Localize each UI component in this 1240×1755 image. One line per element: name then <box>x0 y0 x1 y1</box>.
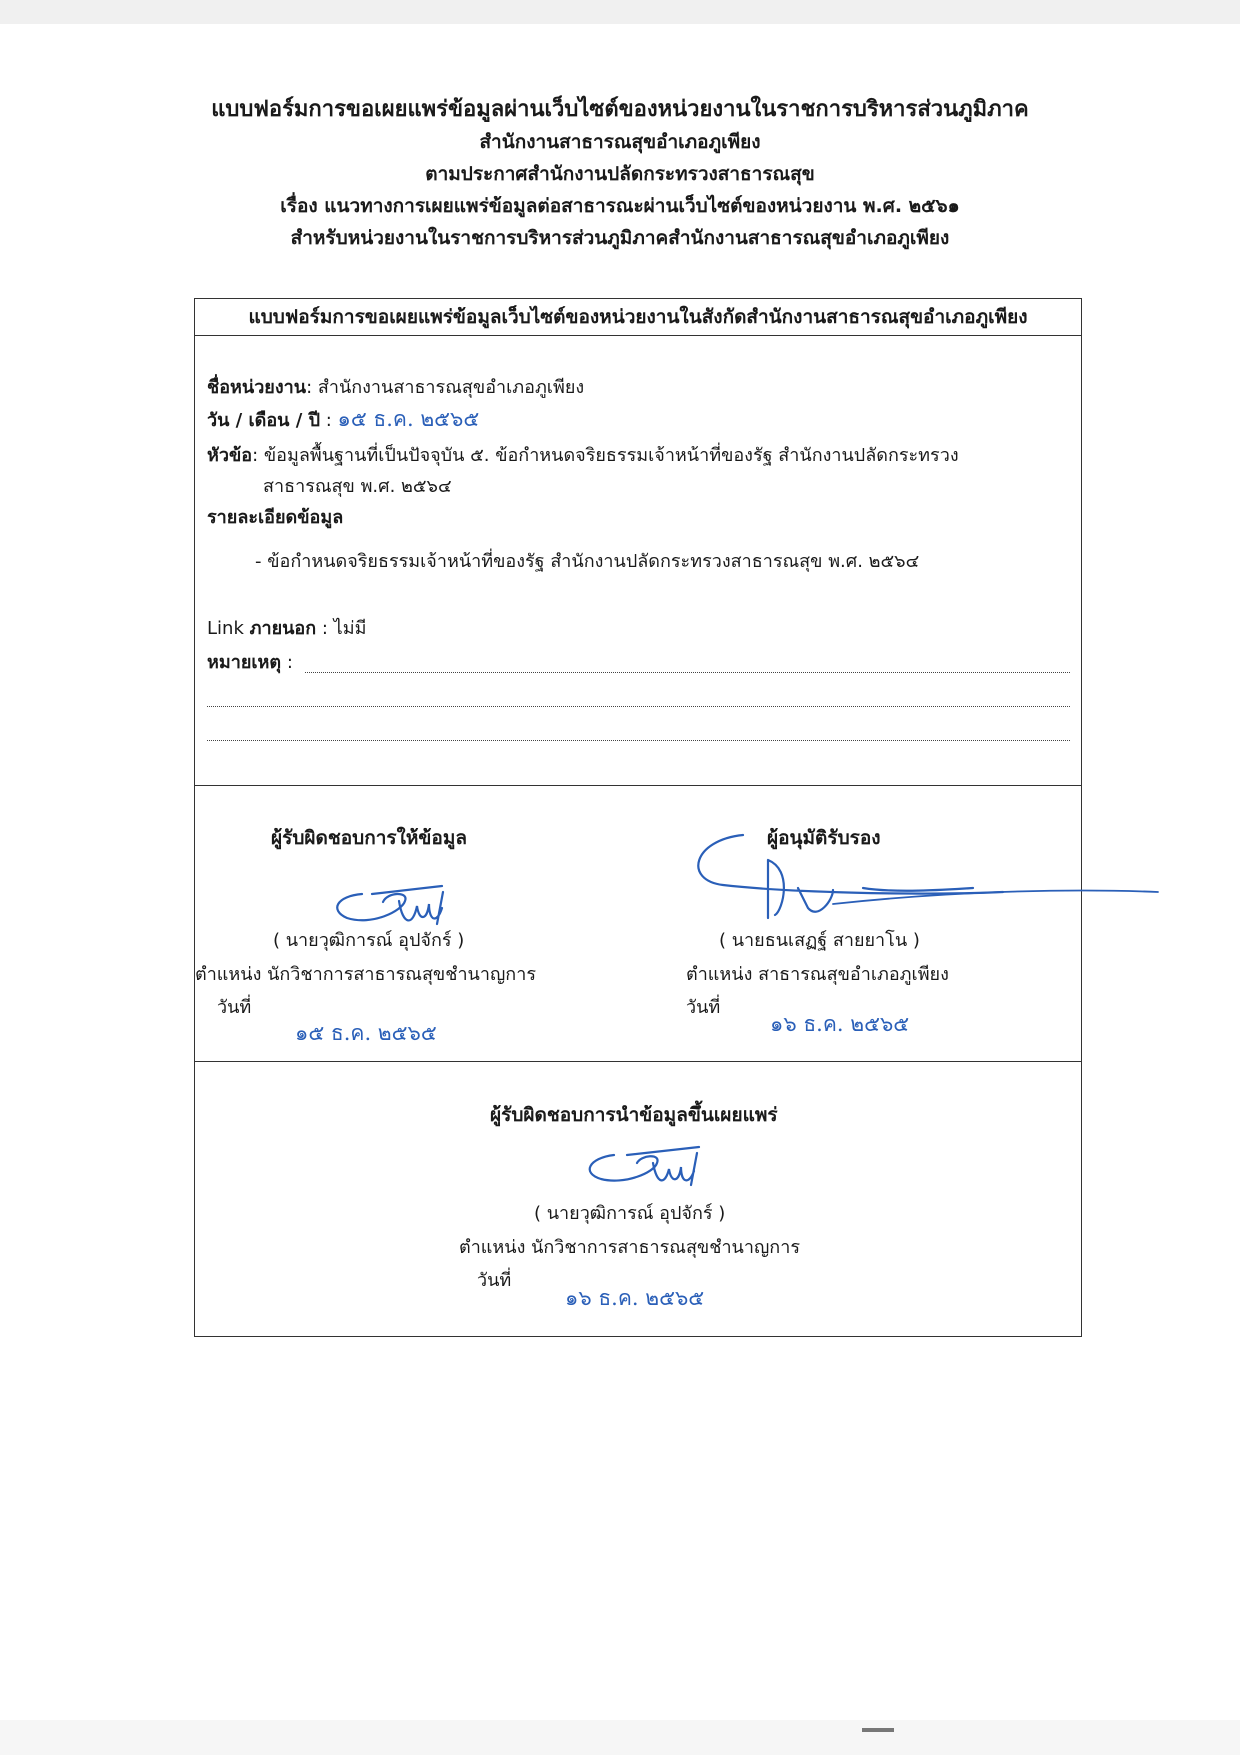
publisher-date-label: วันที่ <box>477 1270 512 1291</box>
link-field <box>207 615 366 643</box>
detail-item: - ข้อกำหนดจริยธรรมเจ้าหน้าที่ของรัฐ สำนักงานปลัดกระทรวงสาธารณสุข พ.ศ. ๒๕๖๔ <box>255 551 920 572</box>
title-divider <box>195 335 1081 336</box>
approver-position: ตำแหน่ง สาธารณสุขอำเภอภูเพียง <box>686 964 949 985</box>
date-field <box>207 405 479 435</box>
topic-continuation: สาธารณสุข พ.ศ. ๒๕๖๔ <box>263 476 452 497</box>
unit-field <box>207 374 584 402</box>
provider-name: ( นายวุฒิการณ์ อุปจักร์ ) <box>273 930 465 951</box>
header-subject: เรื่อง แนวทางการเผยแพร่ข้อมูลต่อสาธารณะผ่านเว็บไซต์ของหน่วยงาน พ.ศ. ๒๕๖๑ <box>280 195 960 217</box>
topic-value-line1: : ข้อมูลพื้นฐานที่เป็นปัจจุบัน ๕. ข้อกำหนดจริยธรรมเจ้าหน้าที่ของรัฐ สำนักงานปลัดกระทรวง <box>252 445 959 466</box>
unit-label: ชื่อหน่วยงาน <box>207 377 307 398</box>
form-title: แบบฟอร์มการขอเผยแพร่ข้อมูลเว็บไซต์ของหน่วยงานในสังกัดสำนักงานสาธารณสุขอำเภอภูเพียง <box>248 306 1028 328</box>
provider-position: ตำแหน่ง นักวิชาการสาธารณสุขชำนาญการ <box>195 964 536 985</box>
note-dotted-line-3 <box>207 740 1070 741</box>
request-form-box <box>194 298 1082 1337</box>
scan-top-strip <box>0 0 1240 24</box>
topic-label: หัวข้อ <box>207 445 253 466</box>
scan-mark <box>862 1728 894 1732</box>
publisher-heading: ผู้รับผิดชอบการนำข้อมูลขึ้นเผยแพร่ <box>490 1104 778 1126</box>
note-field <box>207 649 293 677</box>
date-value-handwritten: ๑๕ ธ.ค. ๒๕๖๕ <box>337 407 480 431</box>
note-dotted-line-2 <box>207 706 1070 707</box>
link-value: : ไม่มี <box>316 618 367 639</box>
note-label: หมายเหตุ <box>207 652 282 673</box>
section-divider-2 <box>195 1061 1081 1062</box>
note-separator: : <box>281 652 293 673</box>
publisher-position: ตำแหน่ง นักวิชาการสาธารณสุขชำนาญการ <box>459 1237 800 1258</box>
link-label-plain: Link <box>207 618 250 639</box>
header-announcement: ตามประกาศสำนักงานปลัดกระทรวงสาธารณสุข <box>425 163 815 185</box>
header-office: สำนักงานสาธารณสุขอำเภอภูเพียง <box>479 131 761 153</box>
header-scope: สำหรับหน่วยงานในราชการบริหารส่วนภูมิภาคสำนักงานสาธารณสุขอำเภอภูเพียง <box>290 227 950 249</box>
date-label: วัน / เดือน / ปี <box>207 410 321 431</box>
provider-date-label: วันที่ <box>217 997 252 1018</box>
publisher-date-value: ๑๖ ธ.ค. ๒๕๖๕ <box>565 1286 705 1310</box>
provider-heading: ผู้รับผิดชอบการให้ข้อมูล <box>271 827 467 849</box>
publisher-name: ( นายวุฒิการณ์ อุปจักร์ ) <box>534 1203 726 1224</box>
unit-value: : สำนักงานสาธารณสุขอำเภอภูเพียง <box>306 377 585 398</box>
link-label-bold: ภายนอก <box>249 618 317 639</box>
detail-label-text: รายละเอียดข้อมูล <box>207 507 344 528</box>
scan-bottom-strip <box>0 1720 1240 1755</box>
document-header <box>0 94 1240 254</box>
publisher-signature <box>569 1133 769 1203</box>
approver-name: ( นายธนเสฏฐ์ สายยาโน ) <box>719 930 920 951</box>
provider-date-value: ๑๕ ธ.ค. ๒๕๖๕ <box>295 1021 437 1045</box>
header-title: แบบฟอร์มการขอเผยแพร่ข้อมูลผ่านเว็บไซต์ของหน่วยงานในราชการบริหารส่วนภูมิภาค <box>211 97 1029 122</box>
detail-label <box>207 504 343 532</box>
approver-date-label: วันที่ <box>686 997 721 1018</box>
approver-date-value: ๑๖ ธ.ค. ๒๕๖๕ <box>770 1012 910 1036</box>
topic-field <box>207 442 959 470</box>
note-dotted-line-1 <box>305 672 1070 673</box>
section-divider-1 <box>195 785 1081 786</box>
approver-heading: ผู้อนุมัติรับรอง <box>767 827 881 849</box>
date-separator: : <box>320 410 338 431</box>
provider-signature <box>317 866 517 936</box>
